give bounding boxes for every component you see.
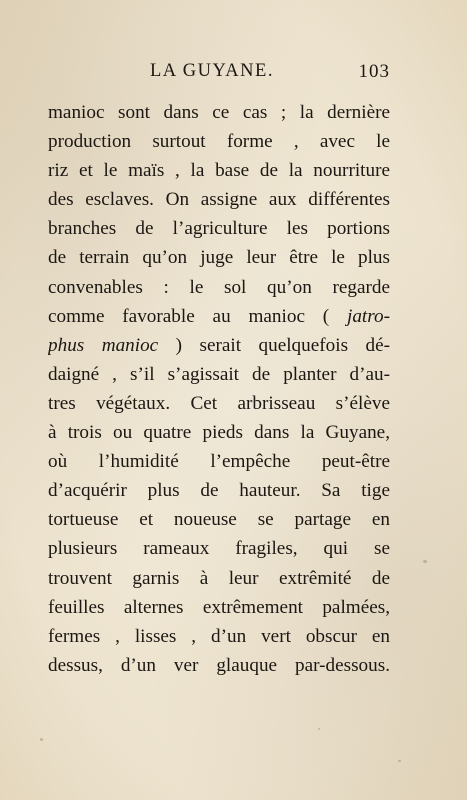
- text-line: [48, 447, 390, 476]
- text-line: [48, 302, 390, 331]
- foxing-spot: [318, 728, 320, 730]
- text-line: [48, 273, 390, 302]
- line-text: plusieurs rameaux fragiles, qui se: [48, 538, 390, 560]
- line-text: tortueuse et noueuse se partage en: [48, 509, 390, 531]
- text-line: [48, 98, 390, 127]
- line-text: où l’humidité l’empêche peut-être: [48, 451, 390, 473]
- page-number: 103: [358, 61, 390, 82]
- line-text: branches de l’agriculture les portions: [48, 218, 390, 240]
- foxing-spot: [423, 560, 427, 563]
- line-text: ) serait quelquefois dé-: [158, 334, 390, 356]
- text-line: [48, 418, 390, 447]
- line-text: tres végétaux. Cet arbrisseau s’élève: [48, 392, 390, 414]
- line-text: trouvent garnis à leur extrêmité de: [48, 567, 390, 589]
- text-line: [48, 534, 390, 563]
- line-text: à trois ou quatre pieds dans la Guyane,: [48, 422, 390, 444]
- line-text: manioc sont dans ce cas ; la dernière: [48, 102, 390, 123]
- text-line: [48, 622, 390, 651]
- text-line: [48, 564, 390, 593]
- foxing-spot: [40, 738, 43, 741]
- italic-term: jatro-: [347, 305, 390, 327]
- italic-term: phus manioc: [48, 334, 159, 356]
- body-text: [48, 98, 390, 680]
- line-text: fermes , lisses , d’un vert obscur en: [48, 625, 390, 647]
- text-line: [48, 156, 390, 185]
- line-text: production surtout forme , avec le: [48, 131, 390, 153]
- line-text: daigné , s’il s’agissait de planter d’au-: [48, 363, 390, 385]
- foxing-spot: [398, 760, 401, 762]
- text-line: [48, 593, 390, 622]
- text-line: [48, 360, 390, 389]
- running-title: LA GUYANE.: [150, 61, 274, 81]
- text-line: [48, 243, 390, 272]
- text-line: [48, 505, 390, 534]
- text-line: [48, 476, 390, 505]
- text-line: [48, 214, 390, 243]
- line-text: des esclaves. On assigne aux différentes: [48, 189, 390, 211]
- text-line: [48, 389, 390, 418]
- text-line: [48, 127, 390, 156]
- line-text: feuilles alternes extrêmement palmées,: [48, 596, 390, 618]
- line-text: d’acquérir plus de hauteur. Sa tige: [48, 480, 390, 502]
- page-header: [48, 61, 388, 87]
- line-text: riz et le maïs , la base de la nourriture: [48, 160, 390, 182]
- line-text: dessus, d’un ver glauque par-dessous.: [48, 654, 390, 676]
- line-text: comme favorable au manioc (: [48, 305, 347, 327]
- text-line: [48, 331, 390, 360]
- line-text: de terrain qu’on juge leur être le plus: [48, 247, 390, 269]
- text-line: [48, 651, 390, 680]
- text-line: [48, 185, 390, 214]
- line-text: convenables : le sol qu’on regarde: [48, 276, 390, 298]
